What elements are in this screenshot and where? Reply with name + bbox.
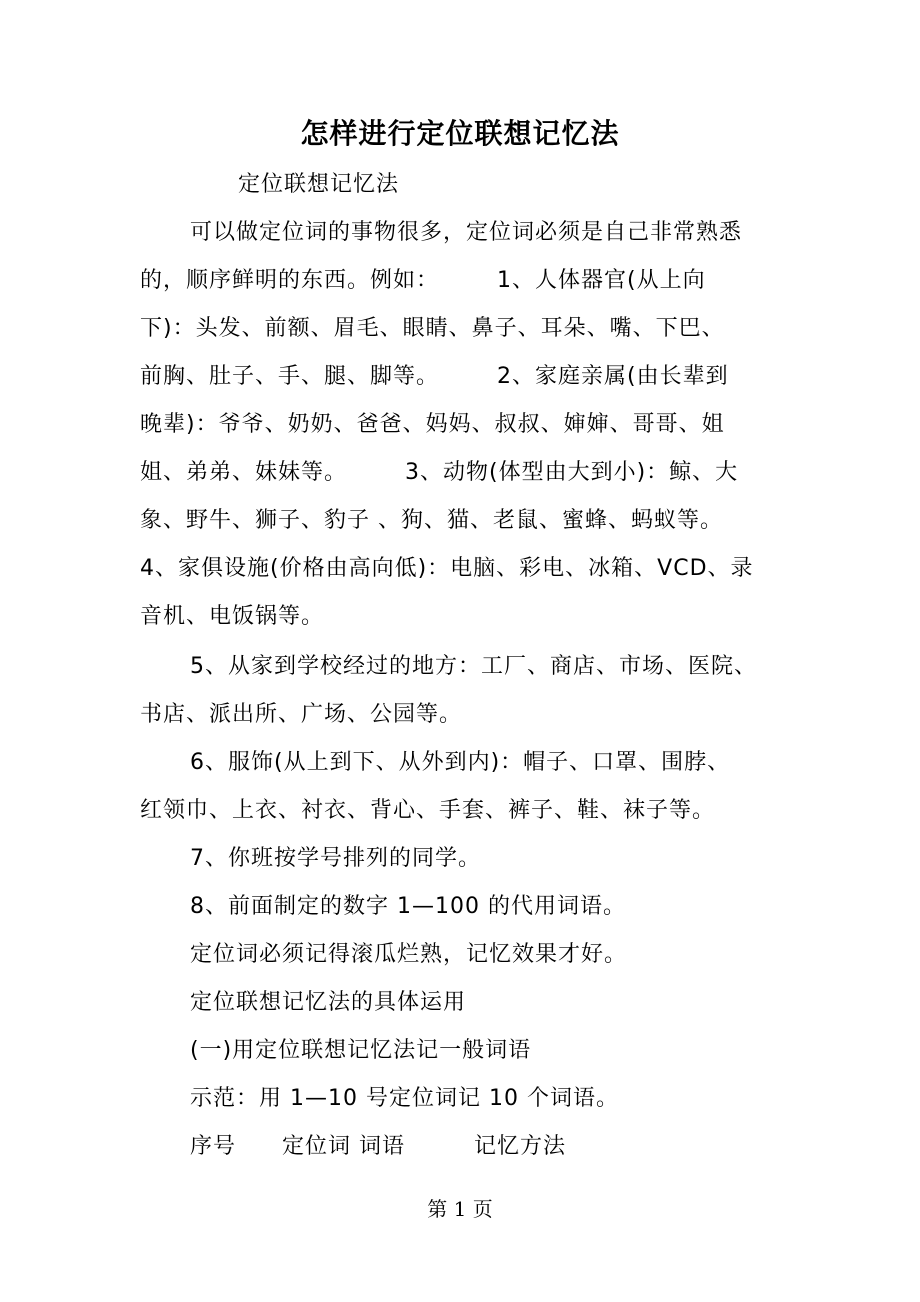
subtitle: 定位联想记忆法 bbox=[238, 172, 400, 197]
paragraph-line: 象、野牛、狮子、豹子 、狗、猫、老鼠、蜜蜂、蚂蚁等。 bbox=[140, 508, 723, 533]
paragraph-line: 前胸、肚子、手、腿、脚等。 2、家庭亲属(由长辈到 bbox=[140, 364, 729, 389]
paragraph-line: 5、从家到学校经过的地方：工厂、商店、市场、医院、 bbox=[190, 654, 757, 679]
paragraph-line: 音机、电饭锅等。 bbox=[140, 604, 325, 629]
page-number: 第 1 页 bbox=[427, 1197, 493, 1221]
paragraph-line: 示范：用 1—10 号定位词记 10 个词语。 bbox=[190, 1086, 619, 1111]
subsection-heading: (一)用定位联想记忆法记一般词语 bbox=[190, 1038, 532, 1063]
paragraph-line: 7、你班按学号排列的同学。 bbox=[190, 846, 481, 871]
paragraph-line: 书店、派出所、广场、公园等。 bbox=[140, 702, 463, 727]
paragraph-line: 红领巾、上衣、衬衣、背心、手套、裤子、鞋、袜子等。 bbox=[140, 798, 716, 823]
paragraph-line: 定位词必须记得滚瓜烂熟，记忆效果才好。 bbox=[190, 942, 628, 967]
paragraph-line: 下)：头发、前额、眉毛、眼睛、鼻子、耳朵、嘴、下巴、 bbox=[140, 316, 725, 341]
paragraph-line: 姐、弟弟、妹妹等。 3、动物(体型由大到小)：鲸、大 bbox=[140, 460, 739, 485]
paragraph-line: 4、家俱设施(价格由高向低)：电脑、彩电、冰箱、VCD、录 bbox=[140, 556, 754, 581]
table-header-row: 序号 定位词 词语 记忆方法 bbox=[190, 1134, 566, 1159]
document-title: 怎样进行定位联想记忆法 bbox=[300, 117, 620, 150]
paragraph-line: 的，顺序鲜明的东西。例如： 1、人体器官(从上向 bbox=[140, 268, 706, 293]
paragraph-line: 可以做定位词的事物很多，定位词必须是自己非常熟悉 bbox=[190, 220, 743, 245]
paragraph-line: 8、前面制定的数字 1—100 的代用词语。 bbox=[190, 894, 626, 919]
paragraph-line: 晚辈)：爷爷、奶奶、爸爸、妈妈、叔叔、婶婶、哥哥、姐 bbox=[140, 412, 725, 437]
section-heading: 定位联想记忆法的具体运用 bbox=[190, 990, 467, 1015]
paragraph-line: 6、服饰(从上到下、从外到内)：帽子、口罩、围脖、 bbox=[190, 750, 731, 775]
